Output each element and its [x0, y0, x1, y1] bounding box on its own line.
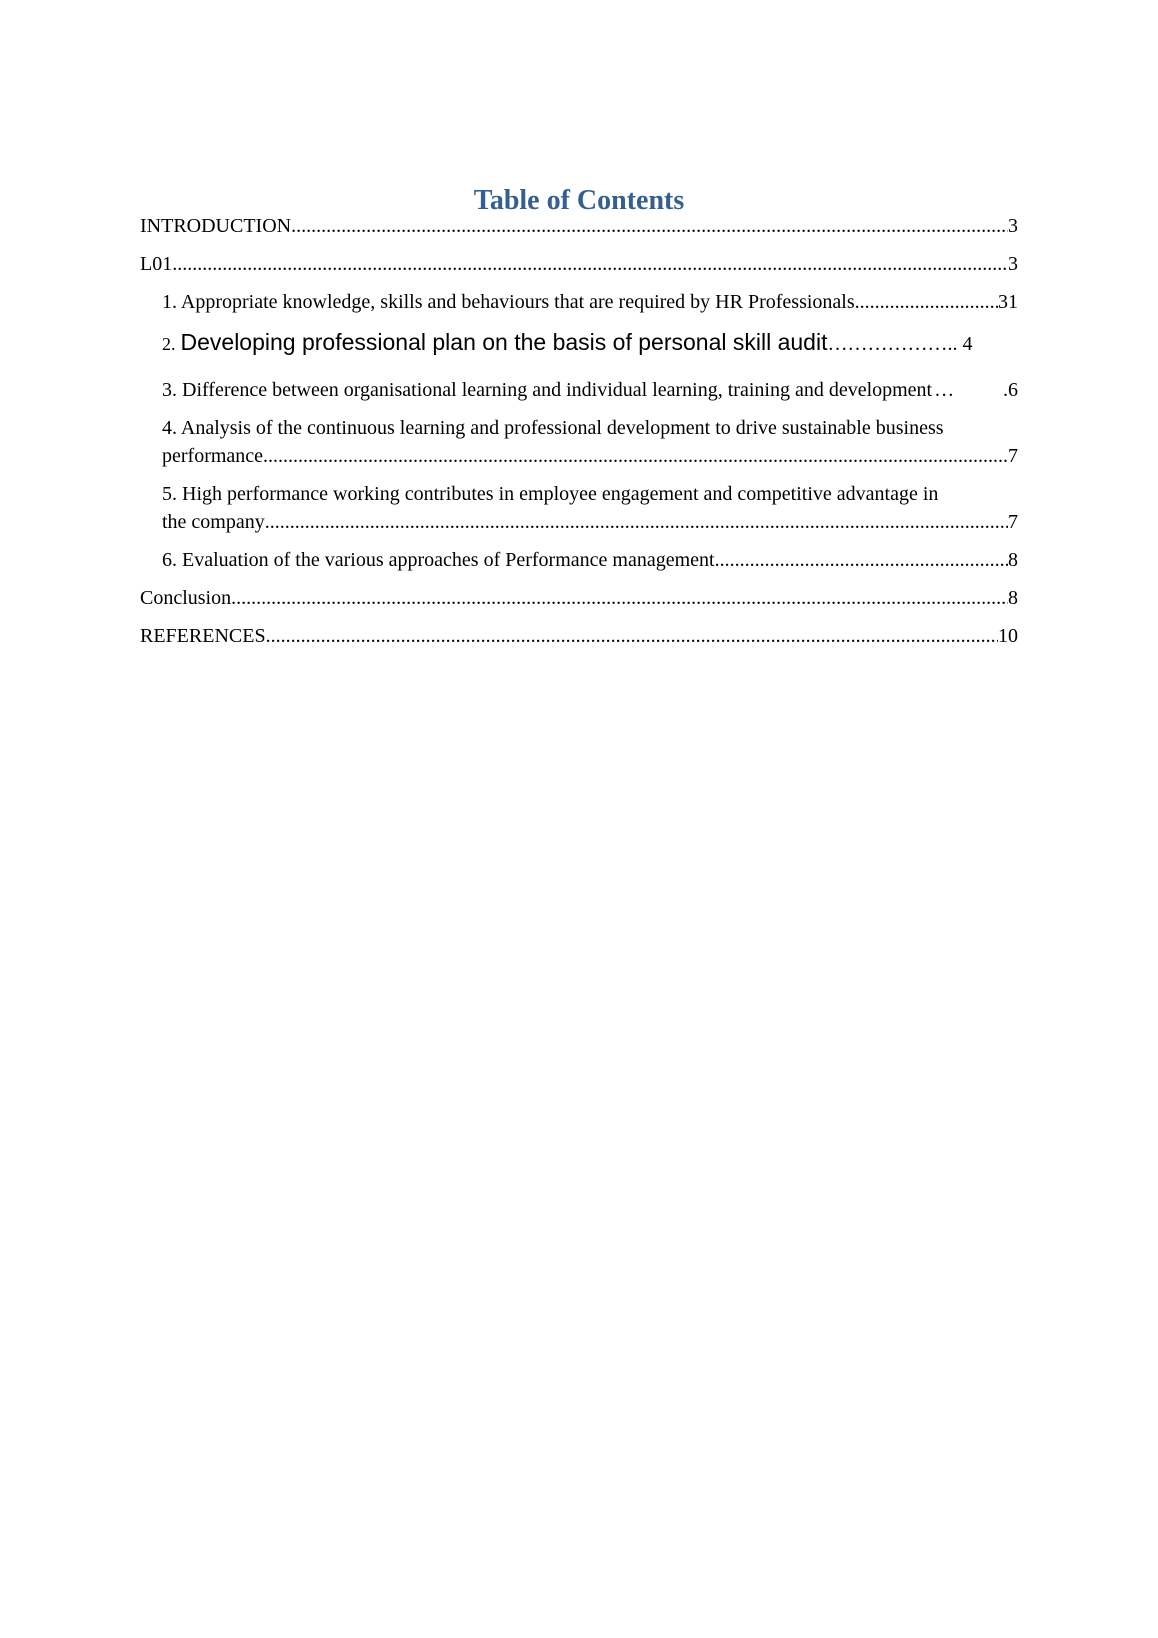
toc-page-number: .6: [1003, 379, 1018, 401]
toc-entry-label: Conclusion: [140, 587, 232, 609]
toc-entry-references[interactable]: [140, 622, 1018, 650]
toc-page-number: 10: [998, 625, 1018, 647]
toc-entry-label-line-2: the company: [162, 511, 265, 533]
dot-leader: [265, 508, 1008, 536]
dot-leader: [855, 288, 998, 316]
toc-entry-section-1[interactable]: [162, 288, 1018, 316]
dot-leader: [291, 212, 1008, 240]
toc-entry-label: 1. Appropriate knowledge, skills and behaviours that are required by HR Professionals: [162, 291, 855, 313]
toc-page-number: 8: [1008, 549, 1018, 571]
toc-title: Table of Contents: [473, 185, 685, 216]
toc-entry-label: 3. Difference between organisational learning and individual learning, training and development: [162, 379, 933, 401]
toc-entry-label: 6. Evaluation of the various approaches of Performance management: [162, 549, 715, 571]
toc-page-number: 7: [1008, 511, 1018, 533]
toc-entry-label-line-1: 4. Analysis of the continuous learning and professional development to drive sustainable business: [162, 417, 944, 439]
dot-leader: [172, 250, 1008, 278]
toc-entry-l01[interactable]: [140, 250, 1018, 278]
toc-entry-label: Developing professional plan on the basis of personal skill audit: [180, 329, 828, 355]
toc-entry-label: INTRODUCTION: [140, 215, 292, 237]
toc-entry-section-4[interactable]: [162, 414, 1018, 470]
toc-page-number: 3: [1008, 253, 1018, 275]
toc-page-number: 31: [998, 291, 1018, 313]
toc-entry-section-6[interactable]: [162, 546, 1018, 574]
toc-entry-label-line-1: 5. High performance working contributes in employee engagement and competitive advantage in: [162, 483, 939, 505]
toc-entry-conclusion[interactable]: [140, 584, 1018, 612]
toc-entry-section-5[interactable]: [162, 480, 1018, 536]
toc-entry-label: L01: [140, 253, 173, 275]
dot-leader: …: [934, 379, 955, 401]
dot-leader: [266, 622, 998, 650]
toc-entry-introduction[interactable]: [140, 212, 1018, 240]
toc-entry-label-line-2: performance: [162, 445, 264, 467]
toc-entry-number: 2.: [162, 334, 176, 354]
toc-entry-section-3[interactable]: [162, 376, 1018, 404]
toc-page-number: 8: [1008, 587, 1018, 609]
dot-leader: [263, 442, 1008, 470]
dot-leader: [231, 584, 1008, 612]
toc-page-number: 7: [1008, 445, 1018, 467]
dot-leader: [715, 546, 1008, 574]
toc-entry-tail: ……………….. 4: [827, 333, 973, 355]
toc-entry-label: REFERENCES: [140, 625, 266, 647]
toc-page-number: 3: [1008, 215, 1018, 237]
toc-entry-section-2[interactable]: [162, 326, 1018, 360]
